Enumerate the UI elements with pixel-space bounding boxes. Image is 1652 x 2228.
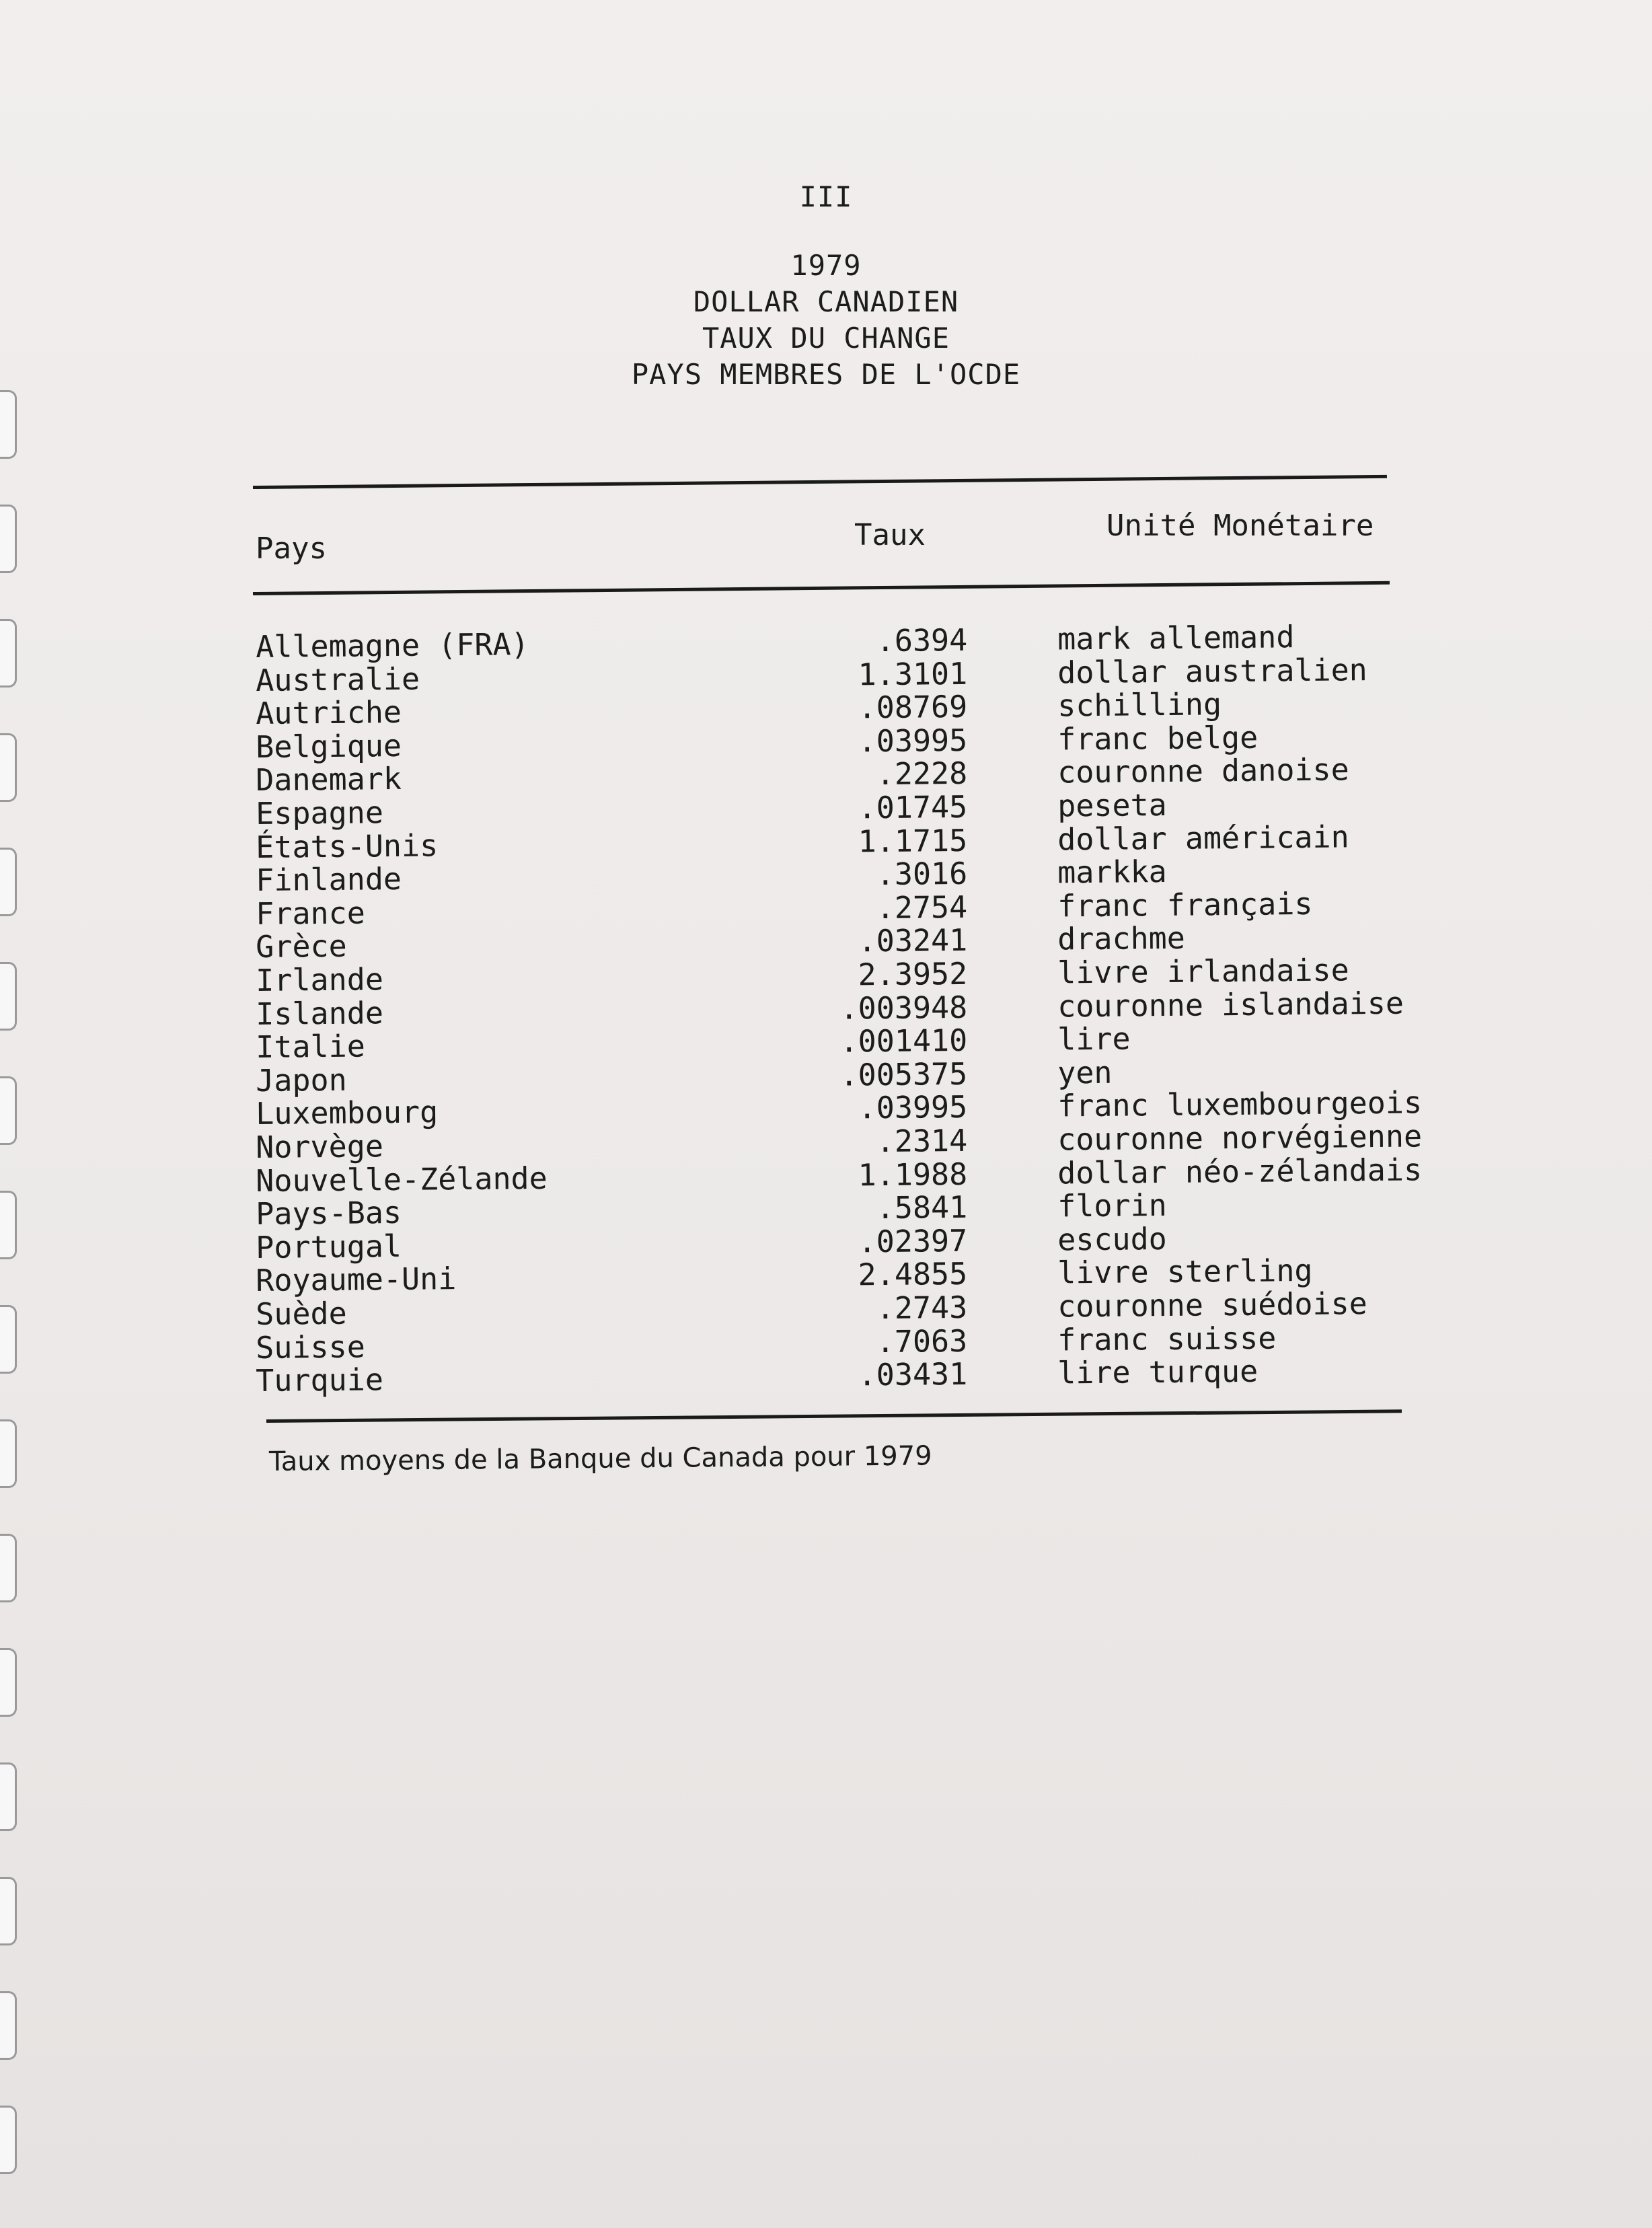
unit-cell: dollar australien (1057, 651, 1368, 691)
page-number: III (799, 180, 853, 213)
header-country: Pays (256, 531, 327, 566)
country-cell: Nouvelle-Zélande (256, 1160, 548, 1199)
country-cell: Suisse (256, 1329, 366, 1366)
binding-ring (0, 1991, 17, 2060)
rate-cell: .2754 (876, 889, 968, 926)
binding-ring (0, 2106, 17, 2174)
rate-cell: .01745 (858, 788, 968, 826)
unit-cell: markka (1057, 854, 1168, 891)
rate-cell: .005375 (839, 1055, 968, 1093)
title-line-1: DOLLAR CANADIEN (693, 285, 959, 318)
unit-cell: couronne danoise (1057, 751, 1349, 790)
title-year: 1979 (790, 249, 862, 282)
country-cell: Allemagne (FRA) (256, 626, 529, 665)
country-cell: Pays-Bas (256, 1195, 402, 1232)
rate-cell: 2.3952 (858, 955, 968, 993)
rate-cell: .003948 (839, 989, 968, 1027)
unit-cell: mark allemand (1057, 619, 1295, 657)
unit-cell: livre sterling (1057, 1253, 1313, 1291)
rate-cell: .03995 (858, 1089, 968, 1126)
rate-cell: .03431 (858, 1356, 968, 1393)
page-title (0, 248, 1652, 393)
title-line-2: TAUX DU CHANGE (702, 322, 950, 355)
unit-cell: livre irlandaise (1057, 952, 1349, 991)
unit-cell: dollar américain (1057, 818, 1349, 858)
table-header-rule (253, 581, 1390, 595)
unit-cell: lire (1057, 1020, 1131, 1057)
header-rate: Taux (854, 518, 926, 552)
binding-ring (0, 390, 17, 459)
unit-cell: couronne norvégienne (1057, 1118, 1423, 1158)
rate-cell: .2314 (876, 1122, 968, 1160)
country-cell: Finlande (256, 861, 402, 899)
rate-cell: 1.1715 (858, 822, 968, 859)
unit-cell: lire turque (1057, 1353, 1259, 1391)
unit-cell: escudo (1057, 1220, 1168, 1258)
unit-cell: peseta (1057, 786, 1168, 824)
unit-cell: dollar néo-zélandais (1057, 1151, 1423, 1191)
rate-cell: .03995 (858, 722, 968, 759)
rate-cell: .3016 (876, 856, 968, 893)
country-cell: Luxembourg (256, 1094, 439, 1132)
unit-cell: couronne islandaise (1057, 985, 1404, 1025)
country-cell: Espagne (256, 794, 384, 831)
rate-cell: 1.1988 (858, 1156, 968, 1193)
country-cell: États-Unis (256, 827, 439, 865)
country-cell: Grèce (256, 928, 347, 965)
binding-ring (0, 1648, 17, 1717)
country-cell: Danemark (256, 761, 402, 799)
rate-cell: .2228 (876, 755, 968, 792)
country-cell: Suède (256, 1295, 347, 1332)
rate-cell: .02397 (858, 1222, 968, 1260)
binding-ring (0, 1762, 17, 1831)
country-cell: Portugal (256, 1228, 402, 1265)
table-bottom-rule (266, 1409, 1402, 1423)
country-cell: Japon (256, 1062, 347, 1099)
header-unit: Unité Monétaire (1106, 509, 1374, 543)
rate-cell: .03241 (858, 922, 968, 959)
country-cell: Autriche (256, 694, 402, 732)
binding-ring (0, 1534, 17, 1602)
binding-ring (0, 1419, 17, 1488)
rate-cell: .08769 (858, 689, 968, 726)
table-footnote: Taux moyens de la Banque du Canada pour 1979 (268, 1440, 932, 1477)
country-cell: Islande (256, 994, 384, 1032)
country-cell: Italie (256, 1028, 366, 1066)
table-top-rule (253, 475, 1387, 489)
unit-cell: yen (1057, 1054, 1113, 1091)
rate-cell: 1.3101 (858, 655, 968, 692)
country-cell: Royaume-Uni (256, 1261, 457, 1299)
rate-cell: .5841 (876, 1189, 968, 1226)
binding-ring (0, 1877, 17, 1945)
rate-cell: .001410 (839, 1023, 968, 1060)
unit-cell: florin (1057, 1187, 1168, 1224)
unit-cell: franc suisse (1057, 1320, 1277, 1358)
country-cell: Irlande (256, 961, 384, 998)
rate-cell: .7063 (876, 1323, 968, 1360)
title-line-3: PAYS MEMBRES DE L'OCDE (631, 358, 1021, 391)
unit-cell: schilling (1057, 686, 1222, 724)
unit-cell: franc français (1057, 885, 1313, 924)
rate-cell: .6394 (876, 622, 968, 659)
country-cell: Norvège (256, 1128, 384, 1165)
rate-cell: .2743 (876, 1289, 968, 1327)
unit-cell: franc luxembourgeois (1057, 1084, 1423, 1124)
unit-cell: franc belge (1057, 719, 1259, 757)
country-cell: France (256, 895, 366, 932)
binding-ring (0, 505, 17, 573)
unit-cell: couronne suédoise (1057, 1286, 1368, 1325)
unit-cell: drachme (1057, 920, 1186, 957)
country-cell: Belgique (256, 727, 402, 765)
rate-cell: 2.4855 (858, 1256, 968, 1293)
country-cell: Turquie (256, 1362, 384, 1399)
country-cell: Australie (256, 661, 420, 698)
